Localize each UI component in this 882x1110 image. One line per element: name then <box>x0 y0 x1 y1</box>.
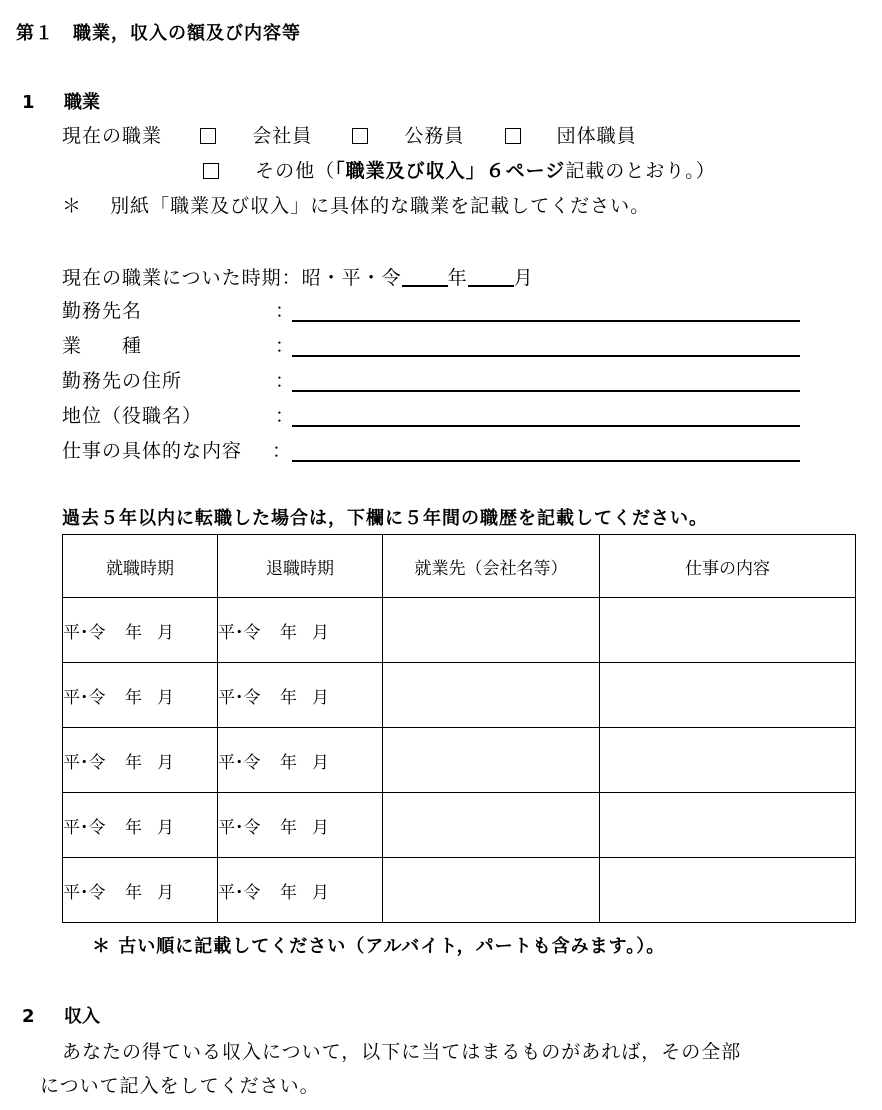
month-label: 月 <box>157 752 174 773</box>
employer-cell[interactable] <box>383 663 600 728</box>
industry-input-line[interactable] <box>292 355 800 357</box>
job-content-cell[interactable] <box>600 663 856 728</box>
year-label: 年 <box>125 687 142 708</box>
start-date-cell[interactable] <box>63 598 218 663</box>
month-label: 月 <box>312 752 329 773</box>
job-content-cell[interactable] <box>600 858 856 923</box>
month-label: 月 <box>312 687 329 708</box>
occupation-note <box>62 197 650 216</box>
start-date-cell[interactable] <box>63 858 218 923</box>
heading-income <box>22 1008 100 1026</box>
field-label-employer-address: 勤務先の住所 <box>62 370 183 392</box>
era-label: 平･令 <box>63 882 106 903</box>
table-row <box>63 663 856 728</box>
job-details-input-line[interactable] <box>292 460 800 462</box>
job-content-cell[interactable] <box>600 598 856 663</box>
employer-cell[interactable] <box>383 858 600 923</box>
other-note-open: （ <box>315 160 336 182</box>
option-public-servant: 公務員 <box>404 125 465 147</box>
income-intro-line2: について記入をしてください。 <box>40 1075 320 1097</box>
year-label: 年 <box>280 817 297 838</box>
heading-title: 収入 <box>64 1006 100 1027</box>
income-intro-line1: あなたの得ている収入について，以下に当てはまるものがあれば，その全部 <box>62 1041 742 1063</box>
start-period-label: 現在の職業についた時期：昭・平・令 <box>62 267 402 289</box>
table-row <box>63 728 856 793</box>
other-note-close: 記載のとおり。） <box>565 160 716 182</box>
job-content-cell[interactable] <box>600 793 856 858</box>
table-row <box>63 858 856 923</box>
start-date-cell[interactable] <box>63 793 218 858</box>
end-date-cell[interactable] <box>218 728 383 793</box>
month-label: 月 <box>312 817 329 838</box>
heading-number: 2 <box>22 1006 35 1027</box>
asterisk: ＊ <box>62 195 83 217</box>
table-header-row <box>63 535 856 598</box>
era-label: 平･令 <box>218 687 261 708</box>
table-intro: 過去５年以内に転職した場合は，下欄に５年間の職歴を記載してください。 <box>62 508 708 529</box>
field-label-position: 地位（役職名） <box>62 405 203 427</box>
employer-address-input-line[interactable] <box>292 390 800 392</box>
field-label-employer: 勤務先名 <box>62 300 143 322</box>
field-colon: ： <box>275 405 295 427</box>
month-blank[interactable] <box>468 267 514 287</box>
era-label: 平･令 <box>218 622 261 643</box>
employer-input-line[interactable] <box>292 320 800 322</box>
field-label-industry: 業 種 <box>62 335 143 357</box>
occupation-note-text: 別紙「職業及び収入」に具体的な職業を記載してください。 <box>110 195 651 217</box>
job-content-cell[interactable] <box>600 728 856 793</box>
year-label: 年 <box>125 817 142 838</box>
header-job-content: 仕事の内容 <box>600 535 856 598</box>
checkbox-company-employee[interactable] <box>200 128 216 144</box>
month-label: 月 <box>157 622 174 643</box>
header-start-date: 就職時期 <box>63 535 218 598</box>
year-label: 年 <box>125 752 142 773</box>
year-label: 年 <box>125 622 142 643</box>
era-label: 平･令 <box>218 817 261 838</box>
era-label: 平･令 <box>63 752 106 773</box>
month-label: 月 <box>312 882 329 903</box>
month-unit: 月 <box>513 267 534 289</box>
end-date-cell[interactable] <box>218 598 383 663</box>
start-date-cell[interactable] <box>63 663 218 728</box>
header-employer: 就業先（会社名等） <box>383 535 600 598</box>
field-colon: ： <box>272 440 292 462</box>
table-note: ＊ 古い順に記載してください（アルバイト，パートも含みます。）。 <box>92 936 666 957</box>
heading-occupation <box>22 94 100 112</box>
end-date-cell[interactable] <box>218 858 383 923</box>
occupation-row <box>62 127 637 146</box>
option-organization-staff: 団体職員 <box>556 125 637 147</box>
era-label: 平･令 <box>63 817 106 838</box>
employment-history-table <box>62 534 856 923</box>
option-other: その他 <box>255 160 316 182</box>
field-colon: ： <box>275 300 295 322</box>
field-colon: ： <box>275 335 295 357</box>
option-company-employee: 会社員 <box>252 125 313 147</box>
month-label: 月 <box>157 882 174 903</box>
section-title: 第１ 職業，収入の額及び内容等 <box>16 23 301 44</box>
occupation-label: 現在の職業 <box>62 125 163 147</box>
month-label: 月 <box>312 622 329 643</box>
employer-cell[interactable] <box>383 728 600 793</box>
checkbox-organization-staff[interactable] <box>505 128 521 144</box>
year-label: 年 <box>280 687 297 708</box>
employer-cell[interactable] <box>383 793 600 858</box>
year-label: 年 <box>125 882 142 903</box>
month-label: 月 <box>157 687 174 708</box>
occupation-other-row <box>203 162 716 181</box>
era-label: 平･令 <box>218 882 261 903</box>
year-label: 年 <box>280 752 297 773</box>
year-label: 年 <box>280 882 297 903</box>
era-label: 平･令 <box>63 622 106 643</box>
field-label-job-details: 仕事の具体的な内容 <box>62 440 243 462</box>
year-label: 年 <box>280 622 297 643</box>
field-colon: ： <box>275 370 295 392</box>
end-date-cell[interactable] <box>218 793 383 858</box>
era-label: 平･令 <box>218 752 261 773</box>
heading-title: 職業 <box>64 92 100 113</box>
start-period <box>62 267 534 288</box>
month-label: 月 <box>157 817 174 838</box>
checkbox-public-servant[interactable] <box>352 128 368 144</box>
era-label: 平･令 <box>63 687 106 708</box>
year-blank[interactable] <box>402 267 448 287</box>
heading-number: 1 <box>22 92 35 113</box>
position-input-line[interactable] <box>292 425 800 427</box>
year-unit: 年 <box>447 267 468 289</box>
end-date-cell[interactable] <box>218 663 383 728</box>
table-row <box>63 598 856 663</box>
table-row <box>63 793 856 858</box>
employer-cell[interactable] <box>383 598 600 663</box>
other-note-reference: 「職業及び収入」６ページ <box>335 160 566 182</box>
header-end-date: 退職時期 <box>218 535 383 598</box>
checkbox-other[interactable] <box>203 163 219 179</box>
start-date-cell[interactable] <box>63 728 218 793</box>
